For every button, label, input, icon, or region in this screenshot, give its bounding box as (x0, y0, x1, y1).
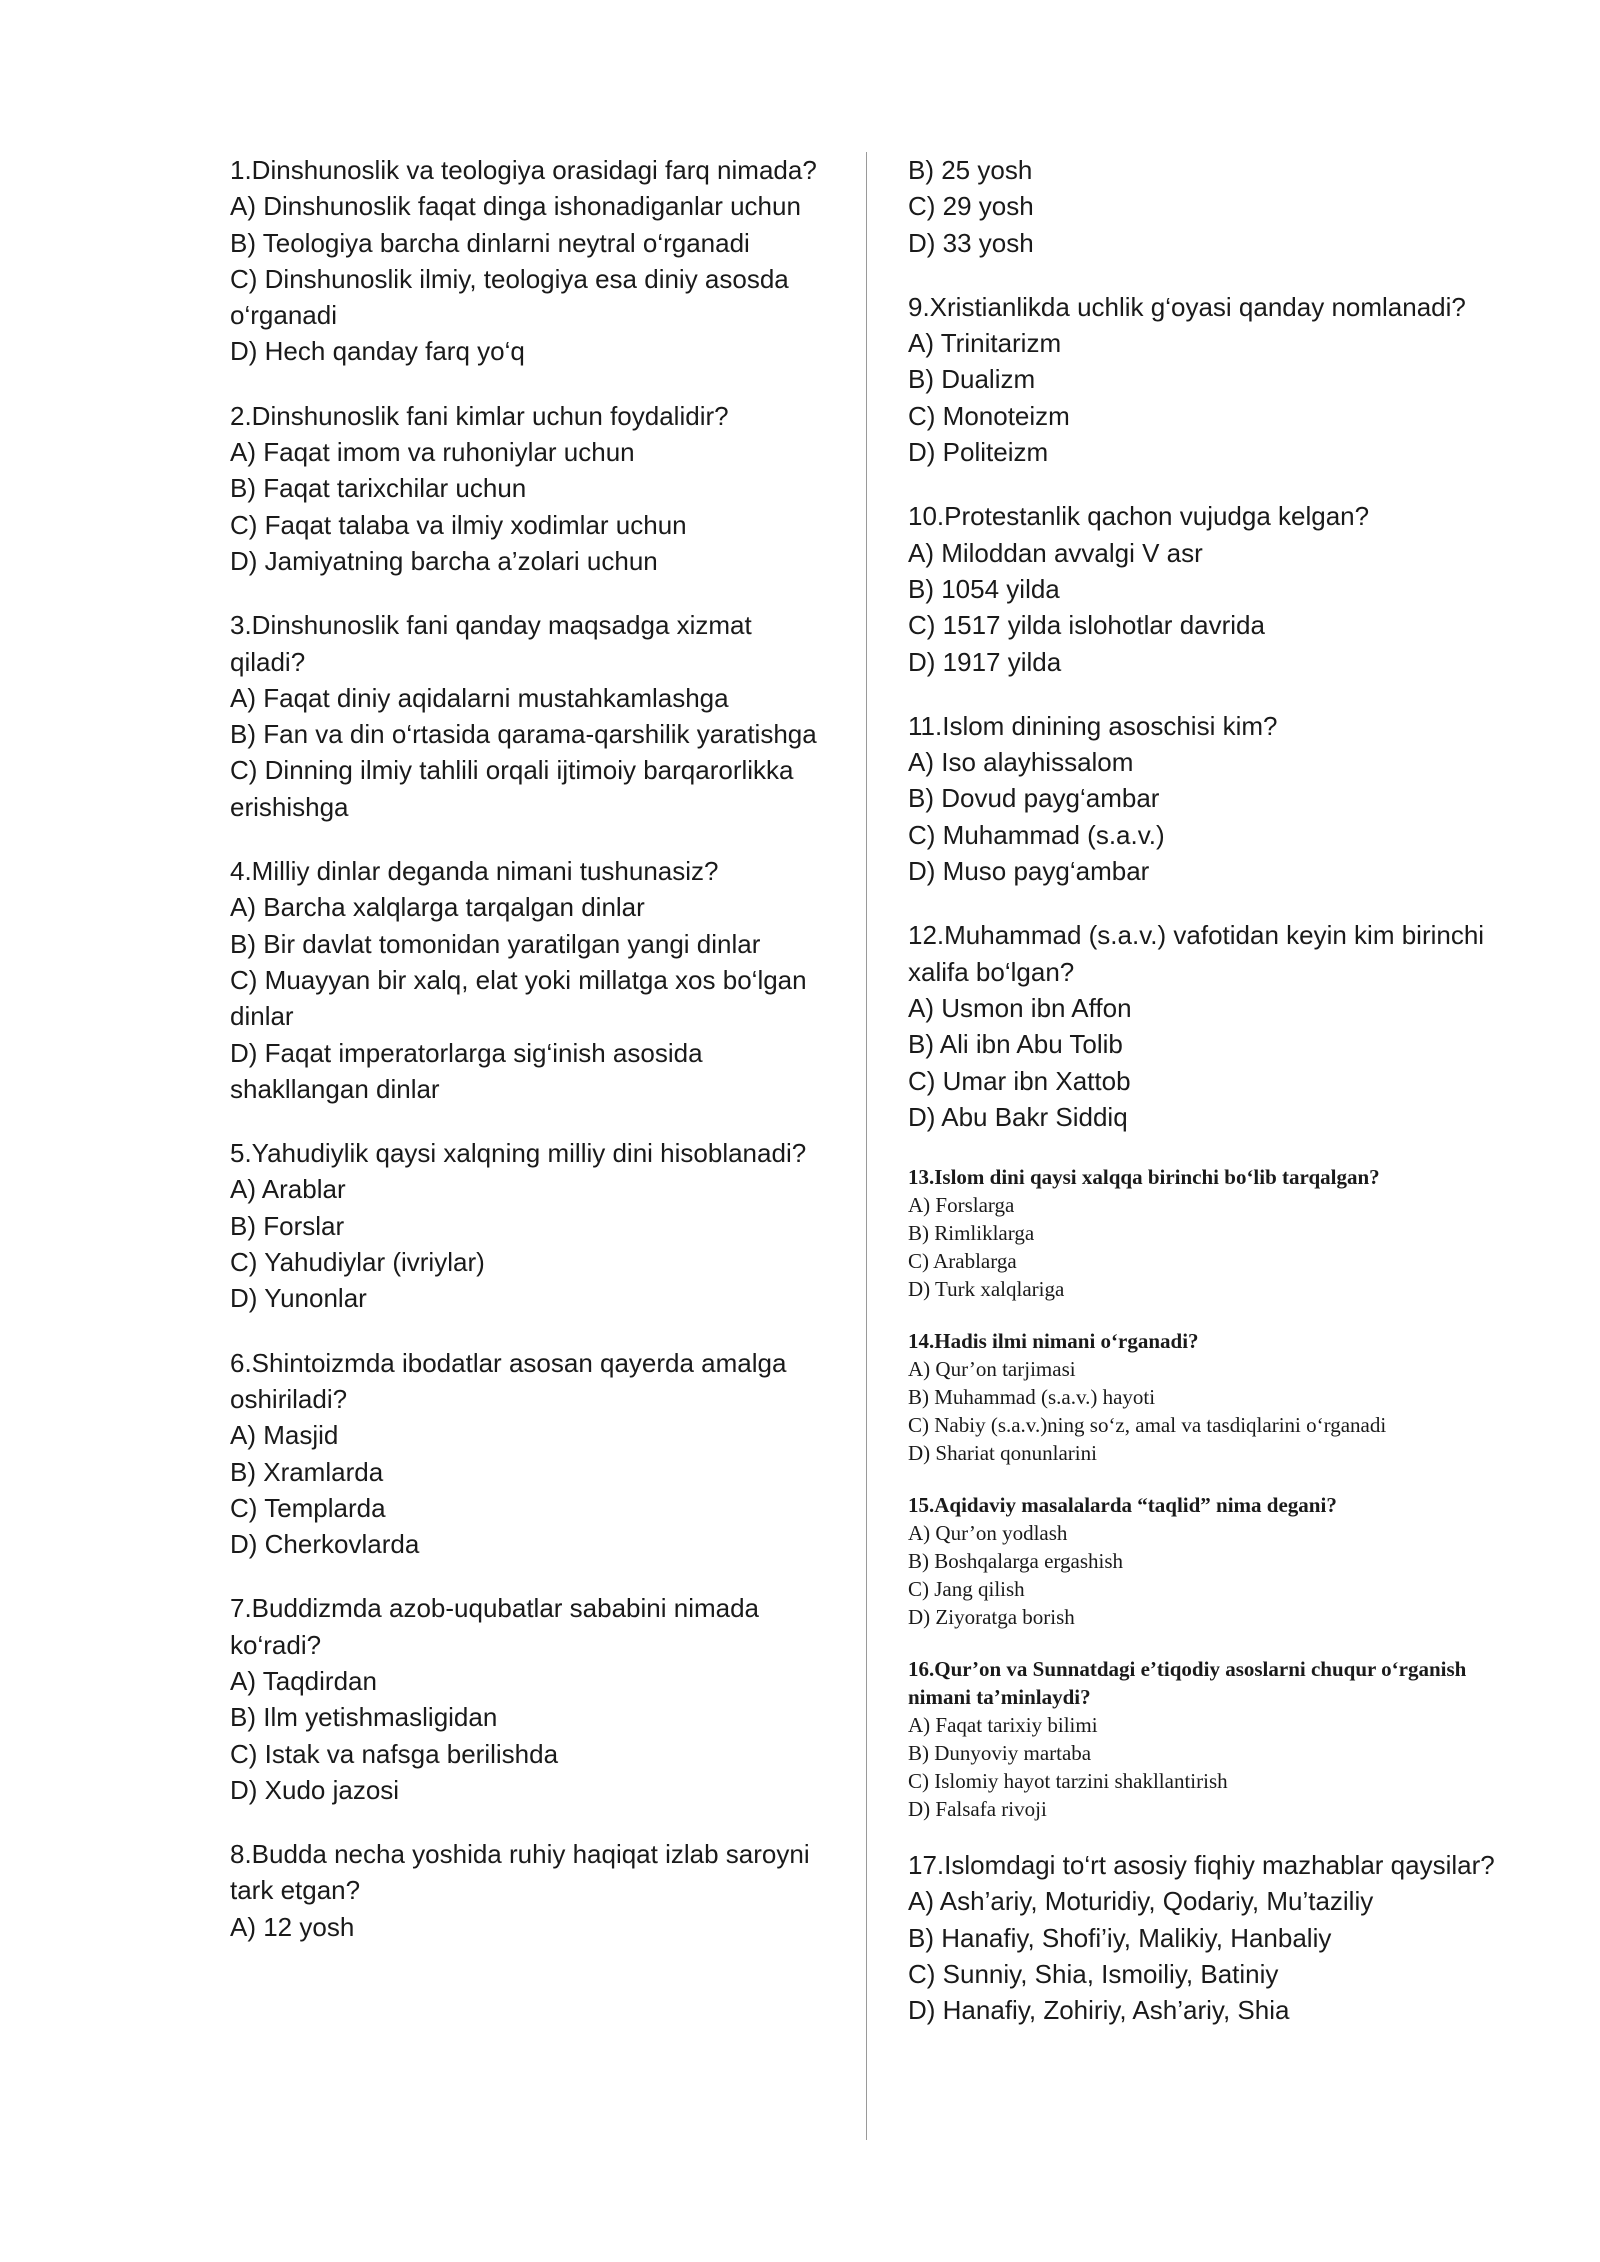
question-title: 8.Budda necha yoshida ruhiy haqiqat izlab saroyni tark etgan? (230, 1839, 810, 1906)
answer-option: C) Jang qilish (908, 1577, 1025, 1602)
question-title: 11.Islom dinining asoschisi kim? (908, 710, 1278, 741)
answer-option: A) Dinshunoslik faqat dinga ishonadiganlar uchun (230, 191, 801, 222)
answer-option: C) Nabiy (s.a.v.)ning so‘z, amal va tasdiqlarini o‘rganadi (908, 1413, 1387, 1438)
question-title: 7.Buddizmda azob-uqubatlar sababini nimada ko‘radi? (230, 1593, 760, 1660)
question-block (908, 152, 1528, 261)
question-title: 6.Shintoizmda ibodatlar asosan qayerda amalga oshiriladi? (230, 1347, 787, 1414)
answer-option: A) Usmon ibn Affon (908, 992, 1132, 1023)
answer-option: A) Masjid (230, 1420, 339, 1451)
answer-option: D) Faqat imperatorlarga sig‘inish asosida shakllangan dinlar (230, 1037, 703, 1104)
answer-option: B) Bir davlat tomonidan yaratilgan yangi dinlar (230, 928, 761, 959)
answer-option: C) Umar ibn Xattob (908, 1065, 1131, 1096)
question-block (908, 708, 1528, 889)
question-block (908, 1163, 1528, 1303)
answer-option: D) Yunonlar (230, 1283, 367, 1314)
question-block (908, 289, 1528, 470)
answer-option: B) Muhammad (s.a.v.) hayoti (908, 1385, 1156, 1410)
question-block (230, 398, 830, 579)
answer-option: B) Xramlarda (230, 1456, 384, 1487)
answer-option: C) Dinning ilmiy tahlili orqali ijtimoiy barqarorlikka erishishga (230, 755, 794, 822)
answer-option: D) Abu Bakr Siddiq (908, 1101, 1128, 1132)
answer-option: D) Jamiyatning barcha a’zolari uchun (230, 545, 658, 576)
right-column (908, 152, 1528, 2057)
right-column-final-block (908, 1847, 1528, 2028)
answer-option: B) Ilm yetishmasligidan (230, 1702, 498, 1733)
answer-option: C) Dinshunoslik ilmiy, teologiya esa diniy asosda o‘rganadi (230, 263, 789, 331)
question-title: 5.Yahudiylik qaysi xalqning milliy dini hisoblanadi? (230, 1138, 807, 1169)
answer-option: B) Rimliklarga (908, 1221, 1035, 1246)
question-block (908, 1491, 1528, 1631)
answer-option: B) Fan va din o‘rtasida qarama-qarshilik yaratishga (230, 719, 817, 750)
answer-option: A) Trinitarizm (908, 328, 1062, 359)
question-block (908, 917, 1528, 1135)
question-block (230, 1836, 830, 1945)
answer-option: C) 29 yosh (908, 191, 1034, 222)
answer-option: A) Ash’ariy, Moturidiy, Qodariy, Mu’taziliy (908, 1886, 1374, 1917)
answer-option: D) Falsafa rivoji (908, 1797, 1047, 1822)
answer-option: C) Muayyan bir xalq, elat yoki millatga xos bo‘lgan dinlar (230, 964, 807, 1032)
answer-option: A) Arablar (230, 1174, 346, 1205)
answer-option: C) Yahudiylar (ivriylar) (230, 1247, 485, 1278)
question-title: 1.Dinshunoslik va teologiya orasidagi farq nimada? (230, 155, 817, 185)
answer-option: D) Hanafiy, Zohiriy, Ash’ariy, Shia (908, 1995, 1290, 2026)
answer-option: B) Faqat tarixchilar uchun (230, 473, 527, 504)
answer-option: C) Muhammad (s.a.v.) (908, 819, 1165, 850)
answer-option: A) Faqat diniy aqidalarni mustahkamlashga (230, 682, 729, 713)
question-title: 3.Dinshunoslik fani qanday maqsadga xizmat qiladi? (230, 610, 752, 677)
right-column-sans-block (908, 152, 1528, 1135)
answer-option: B) Ali ibn Abu Tolib (908, 1029, 1123, 1060)
answer-option: A) Barcha xalqlarga tarqalgan dinlar (230, 892, 645, 923)
question-title: 9.Xristianlikda uchlik g‘oyasi qanday nomlanadi? (908, 291, 1466, 322)
question-block (230, 1135, 830, 1316)
answer-option: A) Iso alayhissalom (908, 747, 1134, 778)
column-divider (866, 152, 867, 2140)
answer-option: A) Qur’on yodlash (908, 1521, 1068, 1546)
answer-option: D) Shariat qonunlarini (908, 1441, 1097, 1466)
answer-option: D) Politeizm (908, 437, 1049, 468)
answer-option: B) Teologiya barcha dinlarni neytral o‘rganadi (230, 227, 750, 258)
answer-option: C) Faqat talaba va ilmiy xodimlar uchun (230, 509, 687, 540)
answer-option: B) 1054 yilda (908, 573, 1060, 604)
question-block (230, 152, 830, 370)
answer-option: C) 1517 yilda islohotlar davrida (908, 610, 1265, 641)
answer-option: A) 12 yosh (230, 1911, 355, 1942)
question-title: 12.Muhammad (s.a.v.) vafotidan keyin kim birinchi xalifa bo‘lgan? (908, 920, 1485, 987)
answer-option: D) Xudo jazosi (230, 1774, 400, 1805)
answer-option: D) Hech qanday farq yo‘q (230, 336, 525, 367)
answer-option: B) Forslar (230, 1210, 345, 1241)
answer-option: D) Cherkovlarda (230, 1529, 420, 1560)
question-block (908, 1327, 1528, 1467)
answer-option: C) Islomiy hayot tarzini shakllantirish (908, 1769, 1228, 1794)
right-column-serif-block (908, 1163, 1528, 1823)
question-title: 13.Islom dini qaysi xalqqa birinchi bo‘lib tarqalgan? (908, 1165, 1380, 1190)
question-block (230, 1345, 830, 1563)
question-block (908, 1655, 1528, 1823)
question-title: 15.Aqidaviy masalalarda “taqlid” nima degani? (908, 1493, 1337, 1518)
answer-option: B) Dovud payg‘ambar (908, 783, 1160, 814)
answer-option: B) Dualizm (908, 364, 1036, 395)
answer-option: B) 25 yosh (908, 155, 1033, 185)
question-block (908, 498, 1528, 679)
answer-option: C) Monoteizm (908, 400, 1070, 431)
answer-option: C) Istak va nafsga berilishda (230, 1738, 559, 1769)
question-title: 4.Milliy dinlar deganda nimani tushunasiz? (230, 856, 719, 887)
answer-option: D) Muso payg‘ambar (908, 856, 1150, 887)
answer-option: C) Arablarga (908, 1249, 1017, 1274)
answer-option: C) Templarda (230, 1492, 386, 1523)
question-title: 14.Hadis ilmi nimani o‘rganadi? (908, 1329, 1199, 1354)
answer-option: A) Miloddan avvalgi V asr (908, 537, 1203, 568)
left-column (230, 152, 830, 1973)
question-title: 16.Qur’on va Sunnatdagi e’tiqodiy asoslarni chuqur o‘rganish nimani ta’minlaydi? (908, 1657, 1467, 1710)
answer-option: D) Turk xalqlariga (908, 1277, 1065, 1302)
question-block (230, 853, 830, 1107)
question-block (908, 1847, 1528, 2028)
answer-option: A) Faqat tarixiy bilimi (908, 1713, 1098, 1738)
answer-option: B) Boshqalarga ergashish (908, 1549, 1124, 1574)
answer-option: A) Faqat imom va ruhoniylar uchun (230, 437, 635, 468)
answer-option: D) 33 yosh (908, 227, 1034, 258)
question-title: 10.Protestanlik qachon vujudga kelgan? (908, 501, 1370, 532)
question-title: 2.Dinshunoslik fani kimlar uchun foydalidir? (230, 400, 729, 431)
question-block (230, 607, 830, 825)
question-title: 17.Islomdagi to‘rt asosiy fiqhiy mazhablar qaysilar? (908, 1850, 1495, 1881)
answer-option: D) Ziyoratga borish (908, 1605, 1075, 1630)
answer-option: A) Taqdirdan (230, 1665, 377, 1696)
answer-option: C) Sunniy, Shia, Ismoiliy, Batiniy (908, 1959, 1279, 1990)
answer-option: A) Forslarga (908, 1193, 1015, 1218)
answer-option: B) Dunyoviy martaba (908, 1741, 1092, 1766)
answer-option: B) Hanafiy, Shofi’iy, Malikiy, Hanbaliy (908, 1922, 1332, 1953)
answer-option: D) 1917 yilda (908, 646, 1062, 677)
question-block (230, 1590, 830, 1808)
answer-option: A) Qur’on tarjimasi (908, 1357, 1076, 1382)
